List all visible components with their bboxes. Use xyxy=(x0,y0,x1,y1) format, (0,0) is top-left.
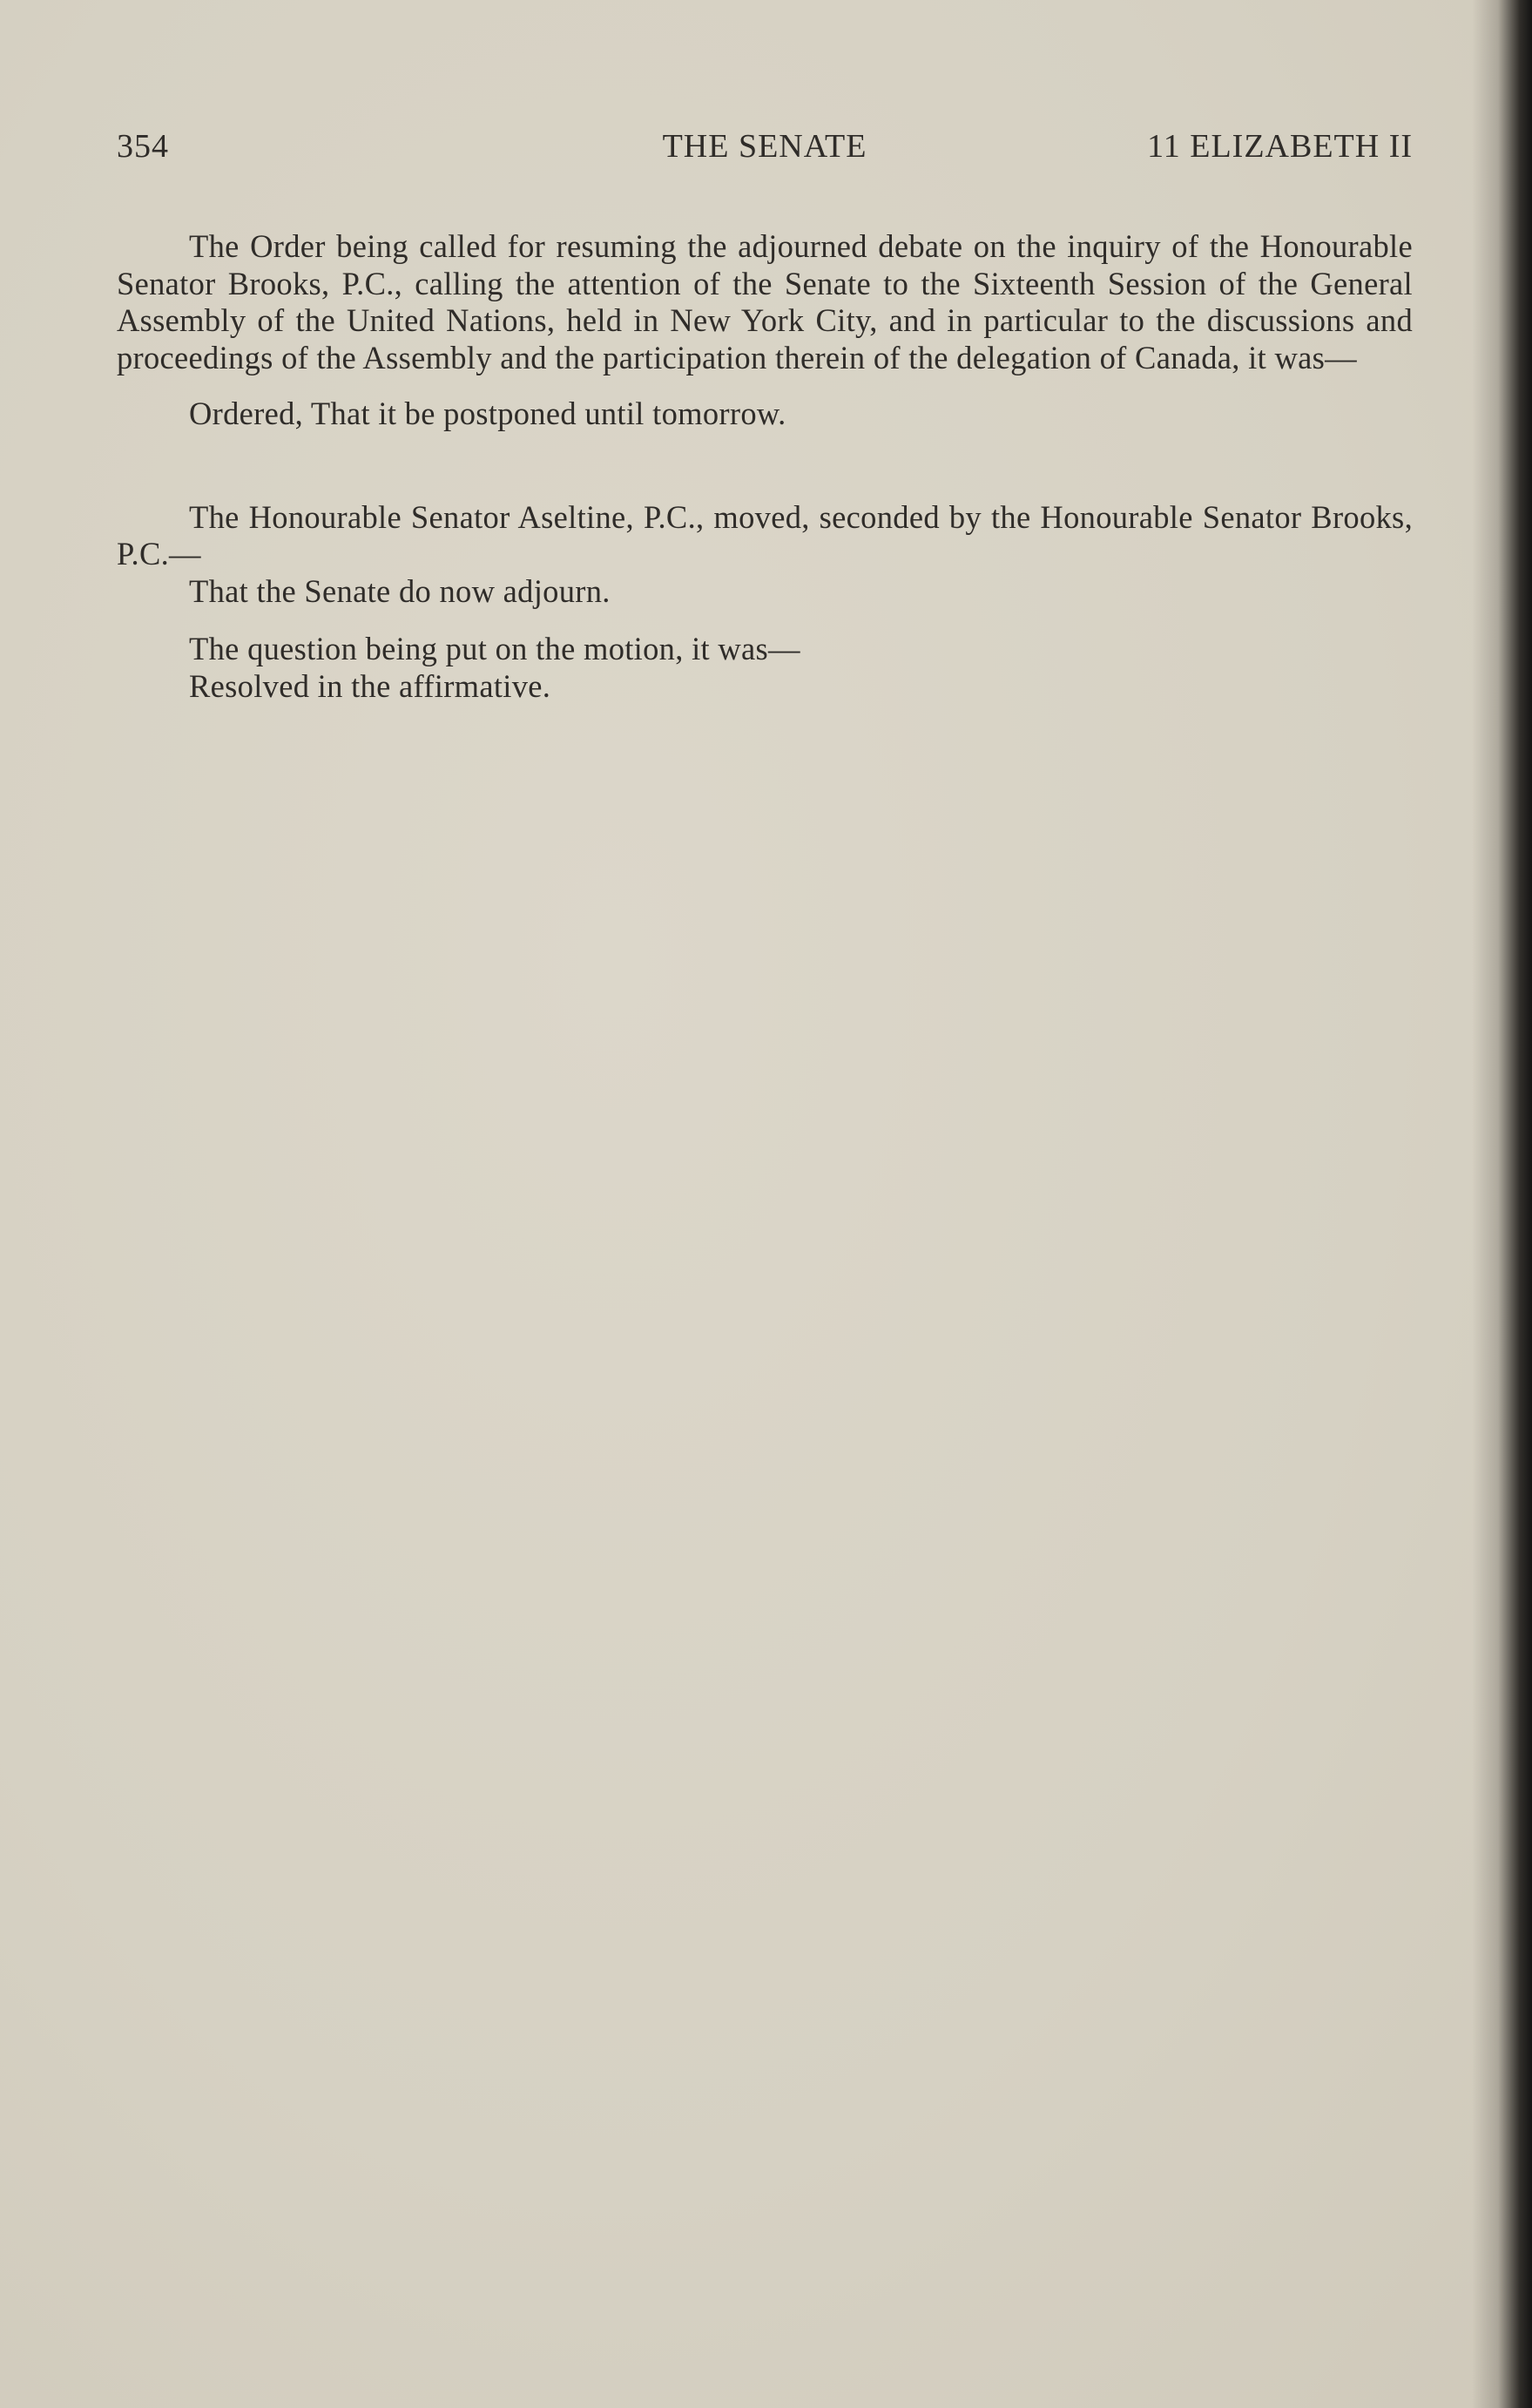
running-header xyxy=(117,127,1413,171)
question-paragraph: The question being put on the motion, it was— xyxy=(189,631,800,666)
motion-paragraph: The Honourable Senator Aseltine, P.C., moved, seconded by the Honourable Senator Brooks, P.C.— xyxy=(117,498,1413,572)
ordered-paragraph: Ordered, That it be postponed until tomorrow. xyxy=(189,396,786,431)
page-number: 354 xyxy=(117,128,169,165)
adjourn-paragraph: That the Senate do now adjourn. xyxy=(189,572,611,609)
regnal-year: 11 ELIZABETH II xyxy=(1147,128,1413,165)
header-title: THE SENATE xyxy=(662,128,867,165)
inquiry-paragraph: The Order being called for resuming the adjourned debate on the inquiry of the Honourable Senator Brooks, P.C., calling the attention of the Senate to the Sixteenth Session of the General Assembly of the United Nations, held in New York City, and in particular to the discussions and proceedings of the Assembly and the participation therein of the delegation of Canada, it was— xyxy=(117,228,1413,375)
journal-body xyxy=(117,228,1413,705)
resolved-paragraph: Resolved in the affirmative. xyxy=(189,667,551,704)
